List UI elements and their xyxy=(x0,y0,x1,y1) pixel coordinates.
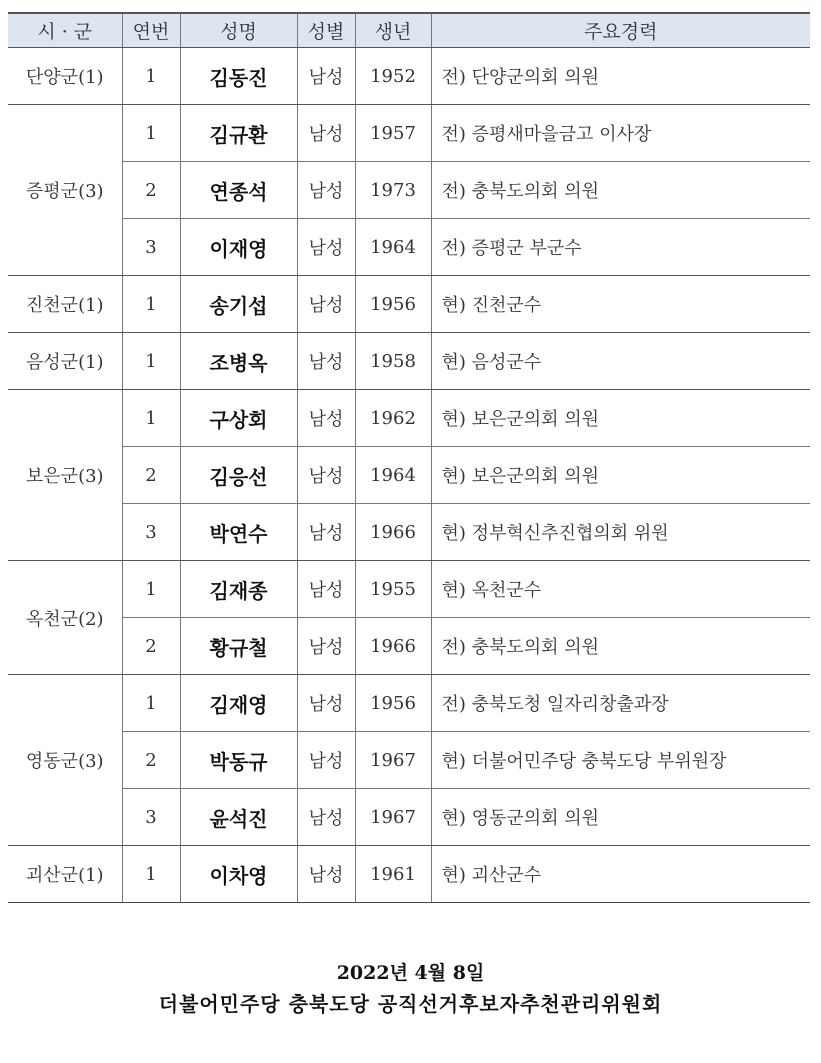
birth-year-cell: 1966 xyxy=(355,504,431,561)
candidate-name-cell: 박연수 xyxy=(180,504,297,561)
table-row xyxy=(8,219,810,276)
table-row xyxy=(8,846,810,903)
row-number-cell: 2 xyxy=(122,447,180,504)
candidate-name-cell: 이재영 xyxy=(180,219,297,276)
row-number-cell: 1 xyxy=(122,846,180,903)
career-cell: 현) 음성군수 xyxy=(431,333,810,390)
candidate-name-cell: 김동진 xyxy=(180,48,297,105)
row-number-cell: 2 xyxy=(122,732,180,789)
header-region: 시 · 군 xyxy=(8,13,122,48)
birth-year-cell: 1957 xyxy=(355,105,431,162)
career-cell: 현) 진천군수 xyxy=(431,276,810,333)
candidate-name-cell: 송기섭 xyxy=(180,276,297,333)
table-body xyxy=(8,48,810,903)
header-birth-year: 생년 xyxy=(355,13,431,48)
candidate-name-cell: 황규철 xyxy=(180,618,297,675)
birth-year-cell: 1956 xyxy=(355,675,431,732)
row-number-cell: 3 xyxy=(122,219,180,276)
gender-cell: 남성 xyxy=(297,561,355,618)
table-header-row xyxy=(8,13,810,48)
region-cell: 옥천군(2) xyxy=(8,561,122,675)
birth-year-cell: 1967 xyxy=(355,732,431,789)
region-cell: 보은군(3) xyxy=(8,390,122,561)
gender-cell: 남성 xyxy=(297,162,355,219)
candidate-name-cell: 윤석진 xyxy=(180,789,297,846)
candidate-name-cell: 김응선 xyxy=(180,447,297,504)
birth-year-cell: 1964 xyxy=(355,447,431,504)
candidate-table xyxy=(8,12,810,903)
career-cell: 전) 충북도의회 의원 xyxy=(431,162,810,219)
row-number-cell: 1 xyxy=(122,561,180,618)
header-career: 주요경력 xyxy=(431,13,810,48)
region-cell: 음성군(1) xyxy=(8,333,122,390)
career-cell: 현) 괴산군수 xyxy=(431,846,810,903)
birth-year-cell: 1962 xyxy=(355,390,431,447)
birth-year-cell: 1966 xyxy=(355,618,431,675)
row-number-cell: 1 xyxy=(122,48,180,105)
region-cell: 영동군(3) xyxy=(8,675,122,846)
row-number-cell: 1 xyxy=(122,105,180,162)
row-number-cell: 3 xyxy=(122,789,180,846)
header-gender: 성별 xyxy=(297,13,355,48)
candidate-name-cell: 김재영 xyxy=(180,675,297,732)
birth-year-cell: 1958 xyxy=(355,333,431,390)
table-row xyxy=(8,162,810,219)
gender-cell: 남성 xyxy=(297,276,355,333)
career-cell: 현) 정부혁신추진협의회 위원 xyxy=(431,504,810,561)
candidate-name-cell: 김재종 xyxy=(180,561,297,618)
birth-year-cell: 1952 xyxy=(355,48,431,105)
table-row xyxy=(8,675,810,732)
career-cell: 전) 충북도청 일자리창출과장 xyxy=(431,675,810,732)
career-cell: 전) 충북도의회 의원 xyxy=(431,618,810,675)
table-row xyxy=(8,618,810,675)
career-cell: 현) 더불어민주당 충북도당 부위원장 xyxy=(431,732,810,789)
table-row xyxy=(8,789,810,846)
row-number-cell: 1 xyxy=(122,333,180,390)
gender-cell: 남성 xyxy=(297,48,355,105)
gender-cell: 남성 xyxy=(297,618,355,675)
row-number-cell: 1 xyxy=(122,390,180,447)
career-cell: 현) 옥천군수 xyxy=(431,561,810,618)
region-cell: 증평군(3) xyxy=(8,105,122,276)
gender-cell: 남성 xyxy=(297,105,355,162)
table-row xyxy=(8,447,810,504)
birth-year-cell: 1967 xyxy=(355,789,431,846)
candidate-name-cell: 박동규 xyxy=(180,732,297,789)
birth-year-cell: 1973 xyxy=(355,162,431,219)
row-number-cell: 1 xyxy=(122,675,180,732)
gender-cell: 남성 xyxy=(297,846,355,903)
header-name: 성명 xyxy=(180,13,297,48)
table-row xyxy=(8,504,810,561)
table-row xyxy=(8,48,810,105)
career-cell: 전) 증평군 부군수 xyxy=(431,219,810,276)
table-row xyxy=(8,105,810,162)
gender-cell: 남성 xyxy=(297,447,355,504)
candidate-name-cell: 조병옥 xyxy=(180,333,297,390)
row-number-cell: 1 xyxy=(122,276,180,333)
birth-year-cell: 1961 xyxy=(355,846,431,903)
gender-cell: 남성 xyxy=(297,390,355,447)
region-cell: 괴산군(1) xyxy=(8,846,122,903)
row-number-cell: 2 xyxy=(122,618,180,675)
region-cell: 진천군(1) xyxy=(8,276,122,333)
header-number: 연번 xyxy=(122,13,180,48)
career-cell: 현) 보은군의회 의원 xyxy=(431,447,810,504)
candidate-name-cell: 이차영 xyxy=(180,846,297,903)
career-cell: 현) 보은군의회 의원 xyxy=(431,390,810,447)
gender-cell: 남성 xyxy=(297,789,355,846)
gender-cell: 남성 xyxy=(297,333,355,390)
table-row xyxy=(8,333,810,390)
committee-name: 더불어민주당 충북도당 공직선거후보자추천관리위원회 xyxy=(158,992,663,1016)
candidate-name-cell: 연종석 xyxy=(180,162,297,219)
gender-cell: 남성 xyxy=(297,219,355,276)
region-cell: 단양군(1) xyxy=(8,48,122,105)
row-number-cell: 2 xyxy=(122,162,180,219)
candidate-name-cell: 김규환 xyxy=(180,105,297,162)
gender-cell: 남성 xyxy=(297,732,355,789)
career-cell: 전) 증평새마을금고 이사장 xyxy=(431,105,810,162)
table-row xyxy=(8,561,810,618)
table-row xyxy=(8,732,810,789)
row-number-cell: 3 xyxy=(122,504,180,561)
gender-cell: 남성 xyxy=(297,675,355,732)
table-row xyxy=(8,276,810,333)
birth-year-cell: 1956 xyxy=(355,276,431,333)
birth-year-cell: 1955 xyxy=(355,561,431,618)
announcement-date: 2022년 4월 8일 xyxy=(336,962,485,984)
candidate-name-cell: 구상회 xyxy=(180,390,297,447)
gender-cell: 남성 xyxy=(297,504,355,561)
career-cell: 현) 영동군의회 의원 xyxy=(431,789,810,846)
table-row xyxy=(8,390,810,447)
birth-year-cell: 1964 xyxy=(355,219,431,276)
career-cell: 전) 단양군의회 의원 xyxy=(431,48,810,105)
